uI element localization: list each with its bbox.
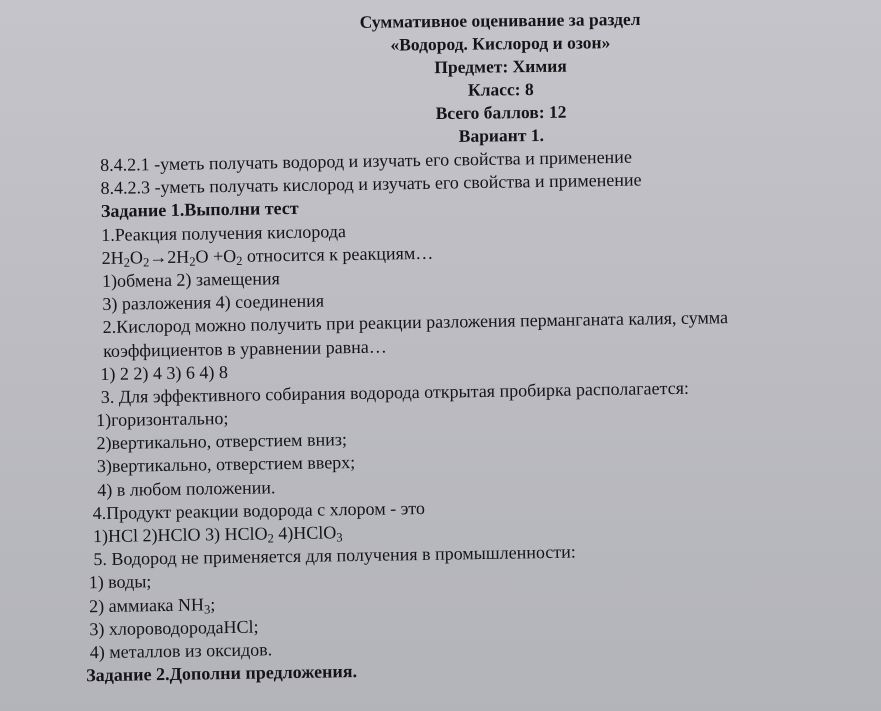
q5-option-2: 2) аммиака $NH_3$; [88, 593, 216, 617]
header-variant: Вариант 1. [458, 124, 544, 146]
objective-2: 8.4.2.3 -уметь получать кислород и изучать его свойства и применение [100, 169, 642, 199]
header-class: Класс: 8 [467, 79, 534, 100]
header-total-points: Всего баллов: 12 [435, 101, 567, 124]
q5-text: 5. Водород не применяется для получения в промышленности: [93, 541, 576, 570]
q1-options-1: 1)обмена 2) замещения [101, 268, 280, 291]
worksheet-header [250, 7, 751, 150]
task1-title: Задание 1.Выполни тест [100, 198, 299, 222]
q5-option-1: 1) воды; [88, 571, 152, 593]
worksheet-body [86, 142, 868, 687]
q5-option-3: 3) хлороводородаHCl; [89, 616, 259, 639]
header-subject: Предмет: Химия [434, 55, 567, 78]
objective-1: 8.4.2.1 -уметь получать водород и изучать его свойства и применение [100, 146, 632, 175]
header-title: Суммативное оценивание за раздел [359, 8, 641, 32]
q1-equation: $2H_2O_2\to 2H_2O +O_2$ относится к реакциям… [101, 242, 434, 270]
q2-text-1: 2.Кислород можно получить при реакции разложения перманганата калия, сумма [102, 307, 729, 338]
q3-option-3: 3)вертикально, отверстием вверх; [96, 452, 356, 477]
q2-text-2: коэффициентов в уравнении равна… [102, 336, 387, 361]
q1-options-2: 3) разложения 4) соединения [102, 290, 325, 315]
q3-text: 3. Для эффективного собирания водорода открытая пробирка располагается: [100, 377, 690, 407]
q4-text: 4.Продукт реакции водорода с хлором - это [92, 497, 426, 523]
q5-option-4: 4) металлов из оксидов. [89, 639, 273, 663]
q4-options: 1)HCl 2)HClO 3) HClO$_2$ 4)HClO$_3$ [92, 522, 343, 547]
q2-options: 1) 2 2) 4 3) 6 4) 8 [100, 361, 229, 384]
q1-text: 1.Реакция получения кислорода [101, 220, 347, 245]
q3-option-4: 4) в любом положении. [97, 476, 276, 500]
header-section: «Водород. Кислород и озон» [390, 32, 611, 55]
q3-option-1: 1)горизонтально; [96, 408, 229, 431]
q3-option-2: 2)вертикально, отверстием вниз; [96, 429, 348, 454]
task2-title: Задание 2.Дополни предложения. [86, 661, 358, 686]
